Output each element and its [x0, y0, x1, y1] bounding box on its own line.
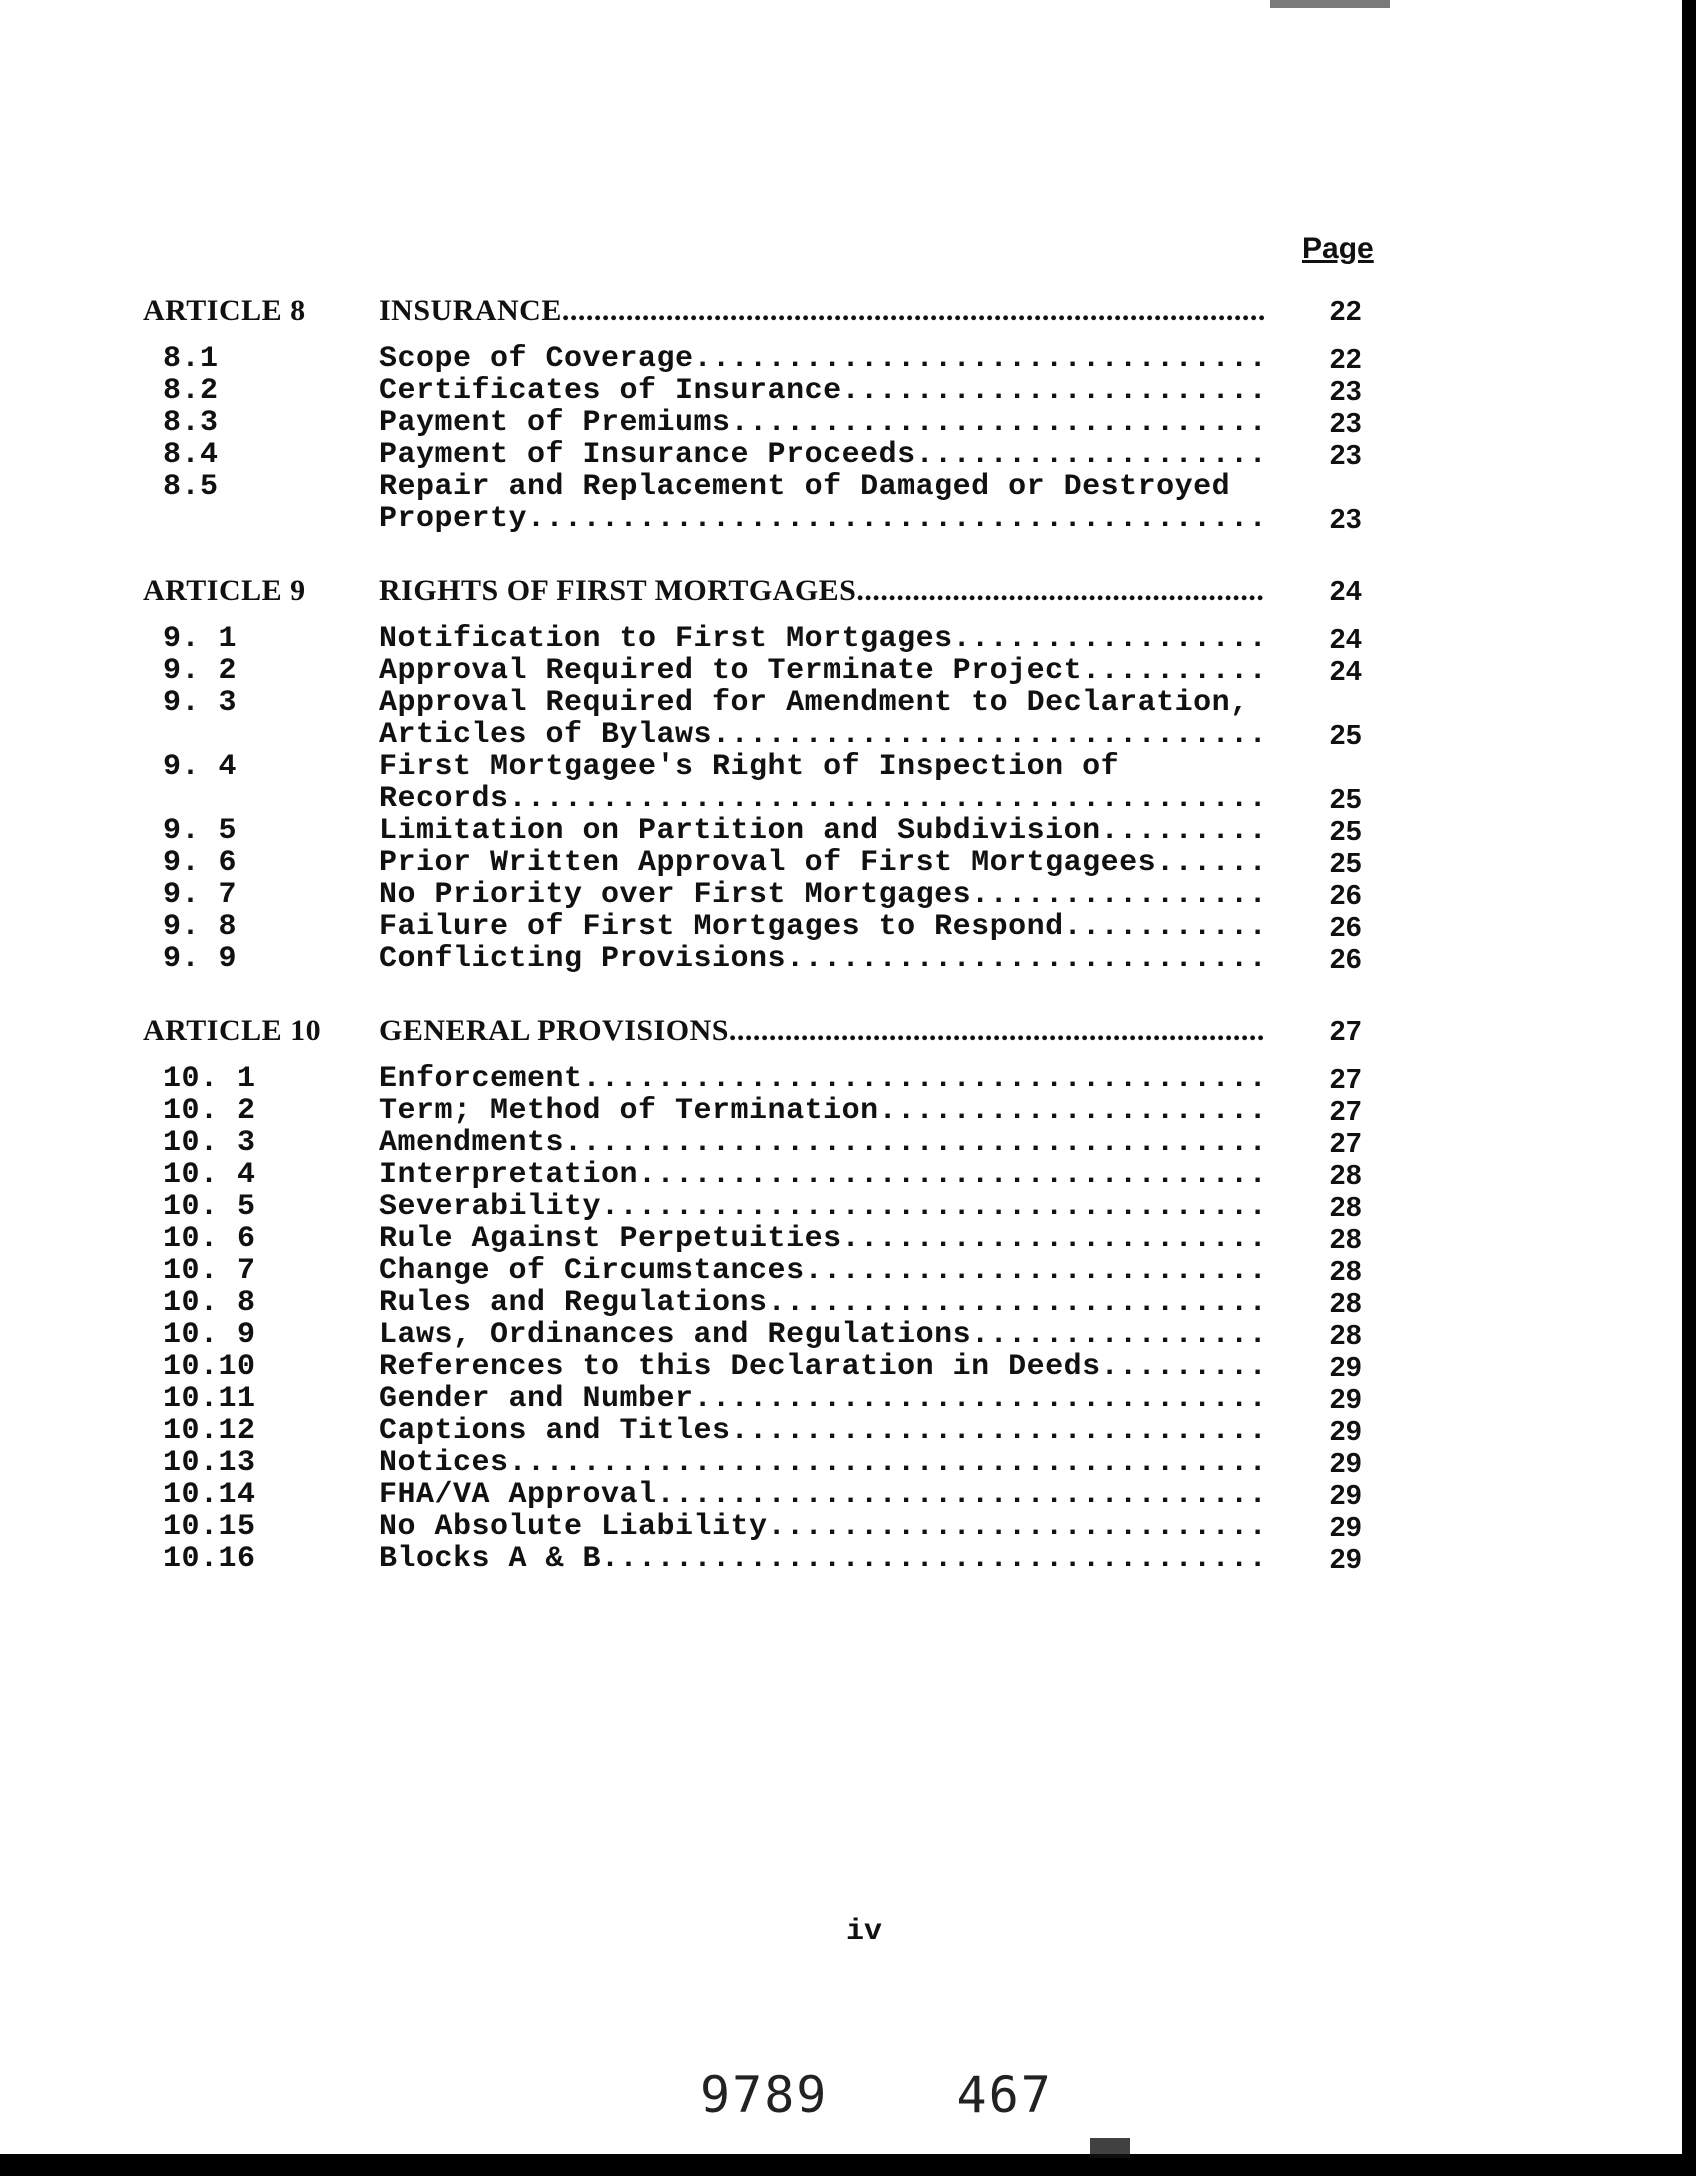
item-title-continuation: Records — [379, 783, 509, 815]
item-title-wrap — [379, 815, 1264, 847]
item-title-wrap — [379, 375, 1264, 407]
article-title-wrap — [379, 295, 1264, 327]
item-number: 10.15 — [163, 1510, 256, 1544]
dot-leader — [509, 1447, 1264, 1479]
item-title-continuation: Property — [379, 503, 528, 535]
item-number: 9. 5 — [163, 814, 238, 848]
item-number: 9. 2 — [163, 654, 238, 688]
item-page-number: 23 — [1329, 439, 1363, 470]
item-title: Rule Against Perpetuities — [379, 1223, 842, 1255]
toc-item-row[interactable] — [143, 1191, 1383, 1223]
toc-item-row[interactable] — [143, 1287, 1383, 1319]
item-title: Change of Circumstances — [379, 1255, 805, 1287]
item-title: Gender and Number — [379, 1383, 694, 1415]
dot-leader — [1156, 847, 1264, 879]
item-number: 9. 9 — [163, 942, 238, 976]
item-title: Severability — [379, 1191, 602, 1223]
toc-item-row[interactable] — [143, 1159, 1383, 1191]
dot-leader — [657, 1479, 1264, 1511]
toc-item-row[interactable] — [143, 471, 1383, 535]
item-number: 10.16 — [163, 1542, 256, 1576]
item-page-number: 29 — [1329, 1351, 1363, 1382]
item-title-wrap — [379, 943, 1264, 975]
item-title: Approval Required for Amendment to Declaration, — [379, 687, 1249, 720]
item-title: Scope of Coverage — [379, 343, 694, 375]
item-title-wrap — [379, 655, 1264, 687]
item-number: 10. 1 — [163, 1062, 256, 1096]
item-title-wrap — [379, 1383, 1264, 1415]
item-page-number: 29 — [1329, 1479, 1363, 1510]
item-page-number: 28 — [1329, 1159, 1363, 1190]
item-title-wrap — [379, 1543, 1264, 1575]
item-page-number: 29 — [1329, 1415, 1363, 1446]
toc-item-row[interactable] — [143, 655, 1383, 687]
item-title: Captions and Titles — [379, 1415, 731, 1447]
dot-leader — [805, 1255, 1264, 1287]
toc-article-row[interactable] — [143, 575, 1383, 607]
dot-leader — [694, 343, 1264, 375]
item-title: Rules and Regulations — [379, 1287, 768, 1319]
toc-item-row[interactable] — [143, 1479, 1383, 1511]
toc-item-row[interactable] — [143, 815, 1383, 847]
dot-leader — [786, 943, 1264, 975]
toc-item-row[interactable] — [143, 407, 1383, 439]
item-title-wrap — [379, 1511, 1264, 1543]
item-title: Payment of Insurance Proceeds — [379, 439, 916, 471]
page-column-heading: Page — [1302, 232, 1374, 265]
article-title-wrap — [379, 575, 1264, 607]
dot-leader — [694, 1383, 1264, 1415]
article-page-number: 27 — [1329, 1015, 1363, 1046]
item-title: Enforcement — [379, 1063, 583, 1095]
document-number — [700, 2066, 1053, 2124]
item-page-number: 25 — [1329, 847, 1363, 878]
item-number: 9. 7 — [163, 878, 238, 912]
article-title: GENERAL PROVISIONS — [379, 1015, 729, 1047]
item-title-wrap — [379, 1223, 1264, 1255]
dot-leader — [731, 1415, 1264, 1447]
toc-item-row[interactable] — [143, 1127, 1383, 1159]
item-title-continuation: Articles of Bylaws — [379, 719, 713, 751]
item-title-wrap — [379, 1159, 1264, 1191]
toc-item-row[interactable] — [143, 911, 1383, 943]
item-title-wrap — [379, 1127, 1264, 1159]
article-title: INSURANCE — [379, 295, 562, 327]
scan-smudge-bottom — [1090, 2138, 1130, 2158]
item-page-number: 29 — [1329, 1543, 1363, 1574]
article-spacer — [143, 607, 1383, 623]
item-page-number: 28 — [1329, 1319, 1363, 1350]
item-page-number: 22 — [1329, 343, 1363, 374]
scan-edge-right — [1682, 0, 1696, 2176]
dot-leader — [729, 1015, 1264, 1047]
item-title: Notices — [379, 1447, 509, 1479]
toc-item-row[interactable] — [143, 1095, 1383, 1127]
item-page-number: 23 — [1329, 407, 1363, 438]
article-number: ARTICLE 8 — [143, 294, 306, 327]
item-title: Payment of Premiums — [379, 407, 731, 439]
item-title: Prior Written Approval of First Mortgagees — [379, 847, 1157, 879]
item-title-wrap — [379, 1319, 1264, 1351]
item-page-number: 27 — [1329, 1063, 1363, 1094]
toc-item-row[interactable] — [143, 1447, 1383, 1479]
toc-item-row[interactable] — [143, 1351, 1383, 1383]
item-title-line2 — [379, 783, 1264, 815]
toc-item-row[interactable] — [143, 751, 1383, 815]
article-spacer — [143, 1047, 1383, 1063]
item-number: 10. 4 — [163, 1158, 256, 1192]
item-number: 10.11 — [163, 1382, 256, 1416]
item-page-number: 27 — [1329, 1127, 1363, 1158]
item-page-number: 26 — [1329, 879, 1363, 910]
dot-leader — [601, 1543, 1264, 1575]
item-number: 9. 3 — [163, 686, 238, 720]
toc-item-row[interactable] — [143, 623, 1383, 655]
item-title-wrap — [379, 847, 1264, 879]
dot-leader — [564, 1127, 1264, 1159]
dot-leader — [1101, 815, 1264, 847]
item-title-line2 — [379, 719, 1264, 751]
item-number: 10.10 — [163, 1350, 256, 1384]
item-number: 10. 3 — [163, 1126, 256, 1160]
section-spacer — [143, 985, 1383, 1015]
item-number: 8.5 — [163, 470, 219, 504]
item-title: Repair and Replacement of Damaged or Destroyed — [379, 471, 1231, 504]
toc-item-row[interactable] — [143, 1223, 1383, 1255]
page-number-roman: iv — [846, 1915, 883, 1949]
item-page-number: 29 — [1329, 1511, 1363, 1542]
item-number: 8.4 — [163, 438, 219, 472]
item-number: 10. 8 — [163, 1286, 256, 1320]
item-title-wrap — [379, 1479, 1264, 1511]
document-number-part-2: 467 — [956, 2066, 1053, 2124]
article-number: ARTICLE 9 — [143, 574, 306, 607]
dot-leader — [879, 1095, 1264, 1127]
item-number: 9. 1 — [163, 622, 238, 656]
item-number: 10. 6 — [163, 1222, 256, 1256]
item-title-wrap — [379, 1415, 1264, 1447]
item-page-number: 26 — [1329, 911, 1363, 942]
item-title: Certificates of Insurance — [379, 375, 842, 407]
item-page-number: 25 — [1329, 719, 1363, 750]
item-title: First Mortgagee's Right of Inspection of — [379, 751, 1120, 784]
item-number: 9. 8 — [163, 910, 238, 944]
item-page-number: 23 — [1329, 375, 1363, 406]
item-page-number: 24 — [1329, 623, 1363, 654]
article-number: ARTICLE 10 — [143, 1014, 322, 1047]
item-title: FHA/VA Approval — [379, 1479, 657, 1511]
toc-article-row[interactable] — [143, 1015, 1383, 1047]
items-spacer — [143, 1575, 1383, 1585]
item-title-line2 — [379, 503, 1264, 535]
toc-item-row[interactable] — [143, 1543, 1383, 1575]
item-title: Blocks A & B — [379, 1543, 602, 1575]
article-title-wrap — [379, 1015, 1264, 1047]
item-page-number: 24 — [1329, 655, 1363, 686]
item-number: 10.12 — [163, 1414, 256, 1448]
toc-item-row[interactable] — [143, 1255, 1383, 1287]
toc-item-row[interactable] — [143, 847, 1383, 879]
item-number: 8.3 — [163, 406, 219, 440]
toc-item-row[interactable] — [143, 1319, 1383, 1351]
item-title: Term; Method of Termination — [379, 1095, 879, 1127]
item-page-number: 28 — [1329, 1255, 1363, 1286]
item-title-wrap — [379, 471, 1264, 535]
item-number: 8.2 — [163, 374, 219, 408]
item-title: Interpretation — [379, 1159, 639, 1191]
item-title-wrap — [379, 1191, 1264, 1223]
item-title-wrap — [379, 623, 1264, 655]
item-number: 10. 9 — [163, 1318, 256, 1352]
item-title-wrap — [379, 751, 1264, 815]
item-page-number: 27 — [1329, 1095, 1363, 1126]
item-title: No Absolute Liability — [379, 1511, 768, 1543]
item-number: 10.13 — [163, 1446, 256, 1480]
item-title: Conflicting Provisions — [379, 943, 787, 975]
toc-item-row[interactable] — [143, 943, 1383, 975]
dot-leader — [856, 575, 1264, 607]
toc-item-row[interactable] — [143, 1383, 1383, 1415]
item-page-number: 23 — [1329, 503, 1363, 534]
toc-item-row[interactable] — [143, 439, 1383, 471]
dot-leader — [842, 1223, 1264, 1255]
dot-leader — [712, 719, 1264, 751]
item-title-wrap — [379, 911, 1264, 943]
item-title-wrap — [379, 687, 1264, 751]
item-title: Amendments — [379, 1127, 565, 1159]
toc-item-row[interactable] — [143, 879, 1383, 911]
toc-article-row[interactable] — [143, 295, 1383, 327]
article-page-number: 24 — [1329, 575, 1363, 606]
dot-leader — [638, 1159, 1264, 1191]
item-title-wrap — [379, 343, 1264, 375]
article-title: RIGHTS OF FIRST MORTGAGES — [379, 575, 857, 607]
item-number: 10. 2 — [163, 1094, 256, 1128]
item-title: Notification to First Mortgages — [379, 623, 953, 655]
dot-leader — [583, 1063, 1264, 1095]
item-title-wrap — [379, 1095, 1264, 1127]
item-page-number: 29 — [1329, 1383, 1363, 1414]
item-number: 10. 5 — [163, 1190, 256, 1224]
scan-smudge-top — [1270, 0, 1390, 8]
dot-leader — [1101, 1351, 1264, 1383]
item-page-number: 28 — [1329, 1223, 1363, 1254]
item-page-number: 28 — [1329, 1191, 1363, 1222]
item-title: Laws, Ordinances and Regulations — [379, 1319, 972, 1351]
table-of-contents — [143, 295, 1383, 1585]
dot-leader — [768, 1287, 1264, 1319]
dot-leader — [971, 1319, 1264, 1351]
item-page-number: 29 — [1329, 1447, 1363, 1478]
dot-leader — [731, 407, 1264, 439]
item-title-wrap — [379, 879, 1264, 911]
article-page-number: 22 — [1329, 295, 1363, 326]
toc-item-row[interactable] — [143, 1415, 1383, 1447]
item-title: Limitation on Partition and Subdivision — [379, 815, 1101, 847]
document-number-part-1: 9789 — [700, 2066, 829, 2124]
toc-item-row[interactable] — [143, 1511, 1383, 1543]
article-spacer — [143, 327, 1383, 343]
toc-item-row[interactable] — [143, 343, 1383, 375]
item-number: 8.1 — [163, 342, 219, 376]
dot-leader — [916, 439, 1264, 471]
item-title-wrap — [379, 1447, 1264, 1479]
items-spacer — [143, 975, 1383, 985]
dot-leader — [527, 503, 1264, 535]
item-page-number: 25 — [1329, 783, 1363, 814]
item-number: 10. 7 — [163, 1254, 256, 1288]
item-title: References to this Declaration in Deeds — [379, 1351, 1101, 1383]
item-page-number: 26 — [1329, 943, 1363, 974]
item-title-wrap — [379, 439, 1264, 471]
dot-leader — [601, 1191, 1264, 1223]
item-number: 9. 4 — [163, 750, 238, 784]
dot-leader — [768, 1511, 1264, 1543]
item-page-number: 25 — [1329, 815, 1363, 846]
item-title: Approval Required to Terminate Project — [379, 655, 1083, 687]
toc-item-row[interactable] — [143, 375, 1383, 407]
items-spacer — [143, 535, 1383, 545]
item-number: 10.14 — [163, 1478, 256, 1512]
item-title-wrap — [379, 1255, 1264, 1287]
item-title-wrap — [379, 1063, 1264, 1095]
item-page-number: 28 — [1329, 1287, 1363, 1318]
item-title-wrap — [379, 407, 1264, 439]
toc-item-row[interactable] — [143, 687, 1383, 751]
item-title-wrap — [379, 1351, 1264, 1383]
section-spacer — [143, 545, 1383, 575]
dot-leader — [1082, 655, 1264, 687]
dot-leader — [1064, 911, 1264, 943]
scan-edge-bottom — [0, 2154, 1696, 2176]
dot-leader — [953, 623, 1264, 655]
item-title: Failure of First Mortgages to Respond — [379, 911, 1064, 943]
dot-leader — [562, 295, 1264, 327]
item-title-wrap — [379, 1287, 1264, 1319]
item-title: No Priority over First Mortgages — [379, 879, 972, 911]
dot-leader — [509, 783, 1264, 815]
item-number: 9. 6 — [163, 846, 238, 880]
toc-item-row[interactable] — [143, 1063, 1383, 1095]
dot-leader — [971, 879, 1264, 911]
dot-leader — [842, 375, 1264, 407]
